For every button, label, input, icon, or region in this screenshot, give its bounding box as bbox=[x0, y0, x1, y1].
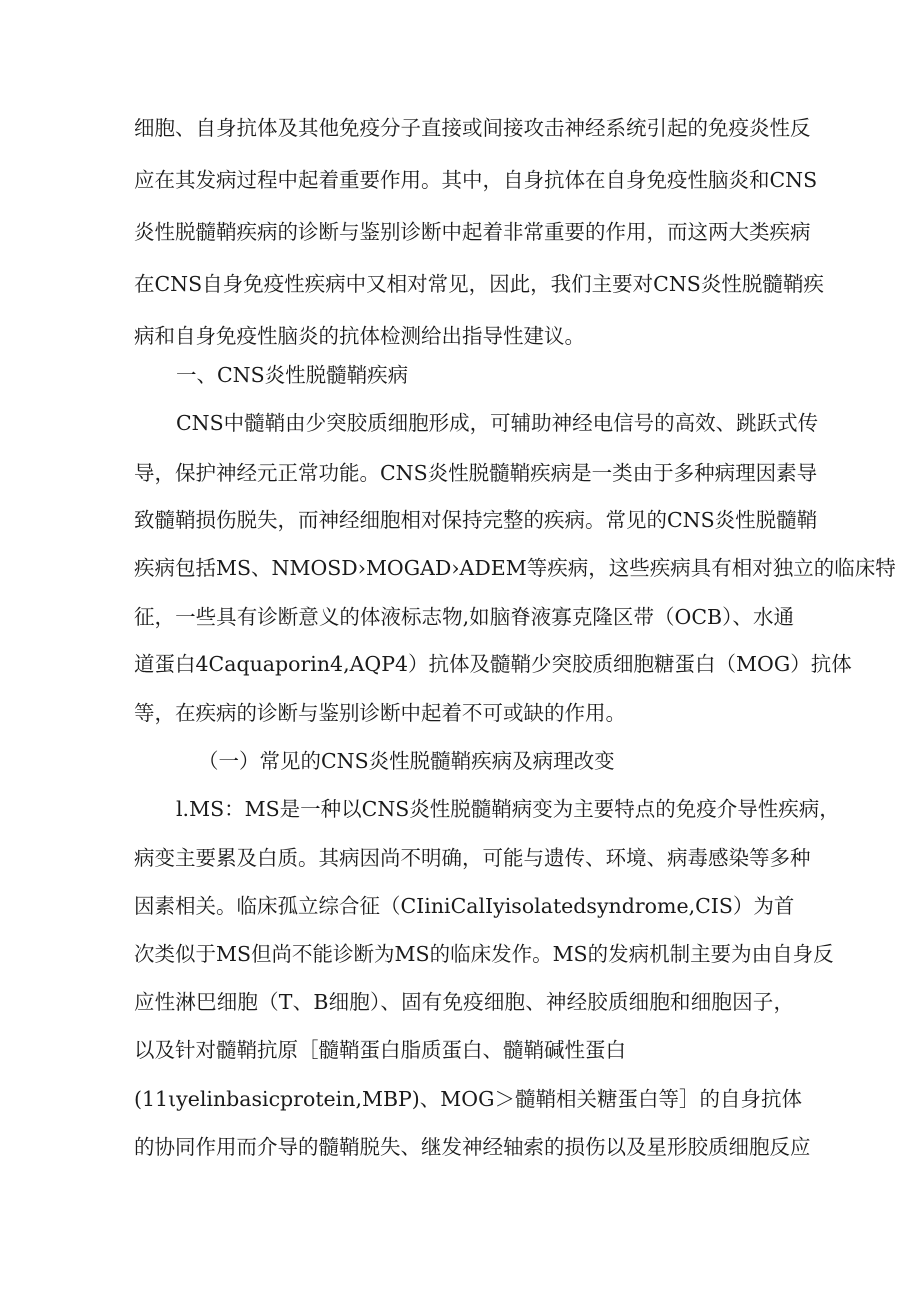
text-line: 细胞、自身抗体及其他免疫分子直接或间接攻击神经系统引起的免疫炎性反 bbox=[134, 116, 811, 140]
text-line: 疾病包括MS、NMOSD›MOGAD›ADEM等疾病，这些疾病具有相对独立的临床特 bbox=[134, 556, 896, 580]
text-line: 因素相关。临床孤立综合征（CIiniCalIyisolatedsyndrome,CIS）为首 bbox=[134, 894, 795, 918]
text-line: 征，一些具有诊断意义的体液标志物,如脑脊液寡克隆区带（OCB）、水通 bbox=[134, 605, 794, 629]
text-line: 应性淋巴细胞（T、B细胞）、固有免疫细胞、神经胶质细胞和细胞因子， bbox=[134, 990, 794, 1014]
text-line: 在CNS自身免疫性疾病中又相对常见，因此，我们主要对CNS炎性脱髓鞘疾 bbox=[134, 272, 824, 296]
text-line: 以及针对髓鞘抗原［髓鞘蛋白脂质蛋白、髓鞘碱性蛋白 bbox=[134, 1038, 626, 1062]
text-line: 致髓鞘损伤脱失，而神经细胞相对保持完整的疾病。常见的CNS炎性脱髓鞘 bbox=[134, 508, 818, 532]
text-line: 等，在疾病的诊断与鉴别诊断中起着不可或缺的作用。 bbox=[134, 701, 626, 725]
text-line: 应在其发病过程中起着重要作用。其中，自身抗体在自身免疫性脑炎和CNS bbox=[134, 168, 818, 192]
text-line: l.MS：MS是一种以CNS炎性脱髓鞘病变为主要特点的免疫介导性疾病， bbox=[176, 797, 840, 821]
text-line: 道蛋白4Caquaporin4,AQP4）抗体及髓鞘少突胶质细胞糖蛋白（MOG）抗体 bbox=[134, 652, 852, 676]
subsection-heading: （一）常见的CNS炎性脱髓鞘疾病及病理改变 bbox=[198, 749, 615, 773]
section-heading: 一、CNS炎性脱髓鞘疾病 bbox=[176, 363, 409, 387]
text-line: (11ιyelinbasicprotein,MBP)、MOG＞髓鞘相关糖蛋白等］的自身抗体 bbox=[134, 1087, 802, 1111]
text-line: 病变主要累及白质。其病因尚不明确，可能与遗传、环境、病毒感染等多种 bbox=[134, 846, 811, 870]
text-line: 次类似于MS但尚不能诊断为MS的临床发作。MS的发病机制主要为由自身反 bbox=[134, 942, 834, 966]
text-line: 导，保护神经元正常功能。CNS炎性脱髓鞘疾病是一类由于多种病理因素导 bbox=[134, 461, 818, 485]
text-line: CNS中髓鞘由少突胶质细胞形成，可辅助神经电信号的高效、跳跃式传 bbox=[176, 411, 819, 435]
text-line: 的协同作用而介导的髓鞘脱失、继发神经轴索的损伤以及星形胶质细胞反应 bbox=[134, 1135, 811, 1159]
text-line: 病和自身免疫性脑炎的抗体检测给出指导性建议。 bbox=[134, 324, 585, 348]
text-line: 炎性脱髓鞘疾病的诊断与鉴别诊断中起着非常重要的作用，而这两大类疾病 bbox=[134, 220, 811, 244]
